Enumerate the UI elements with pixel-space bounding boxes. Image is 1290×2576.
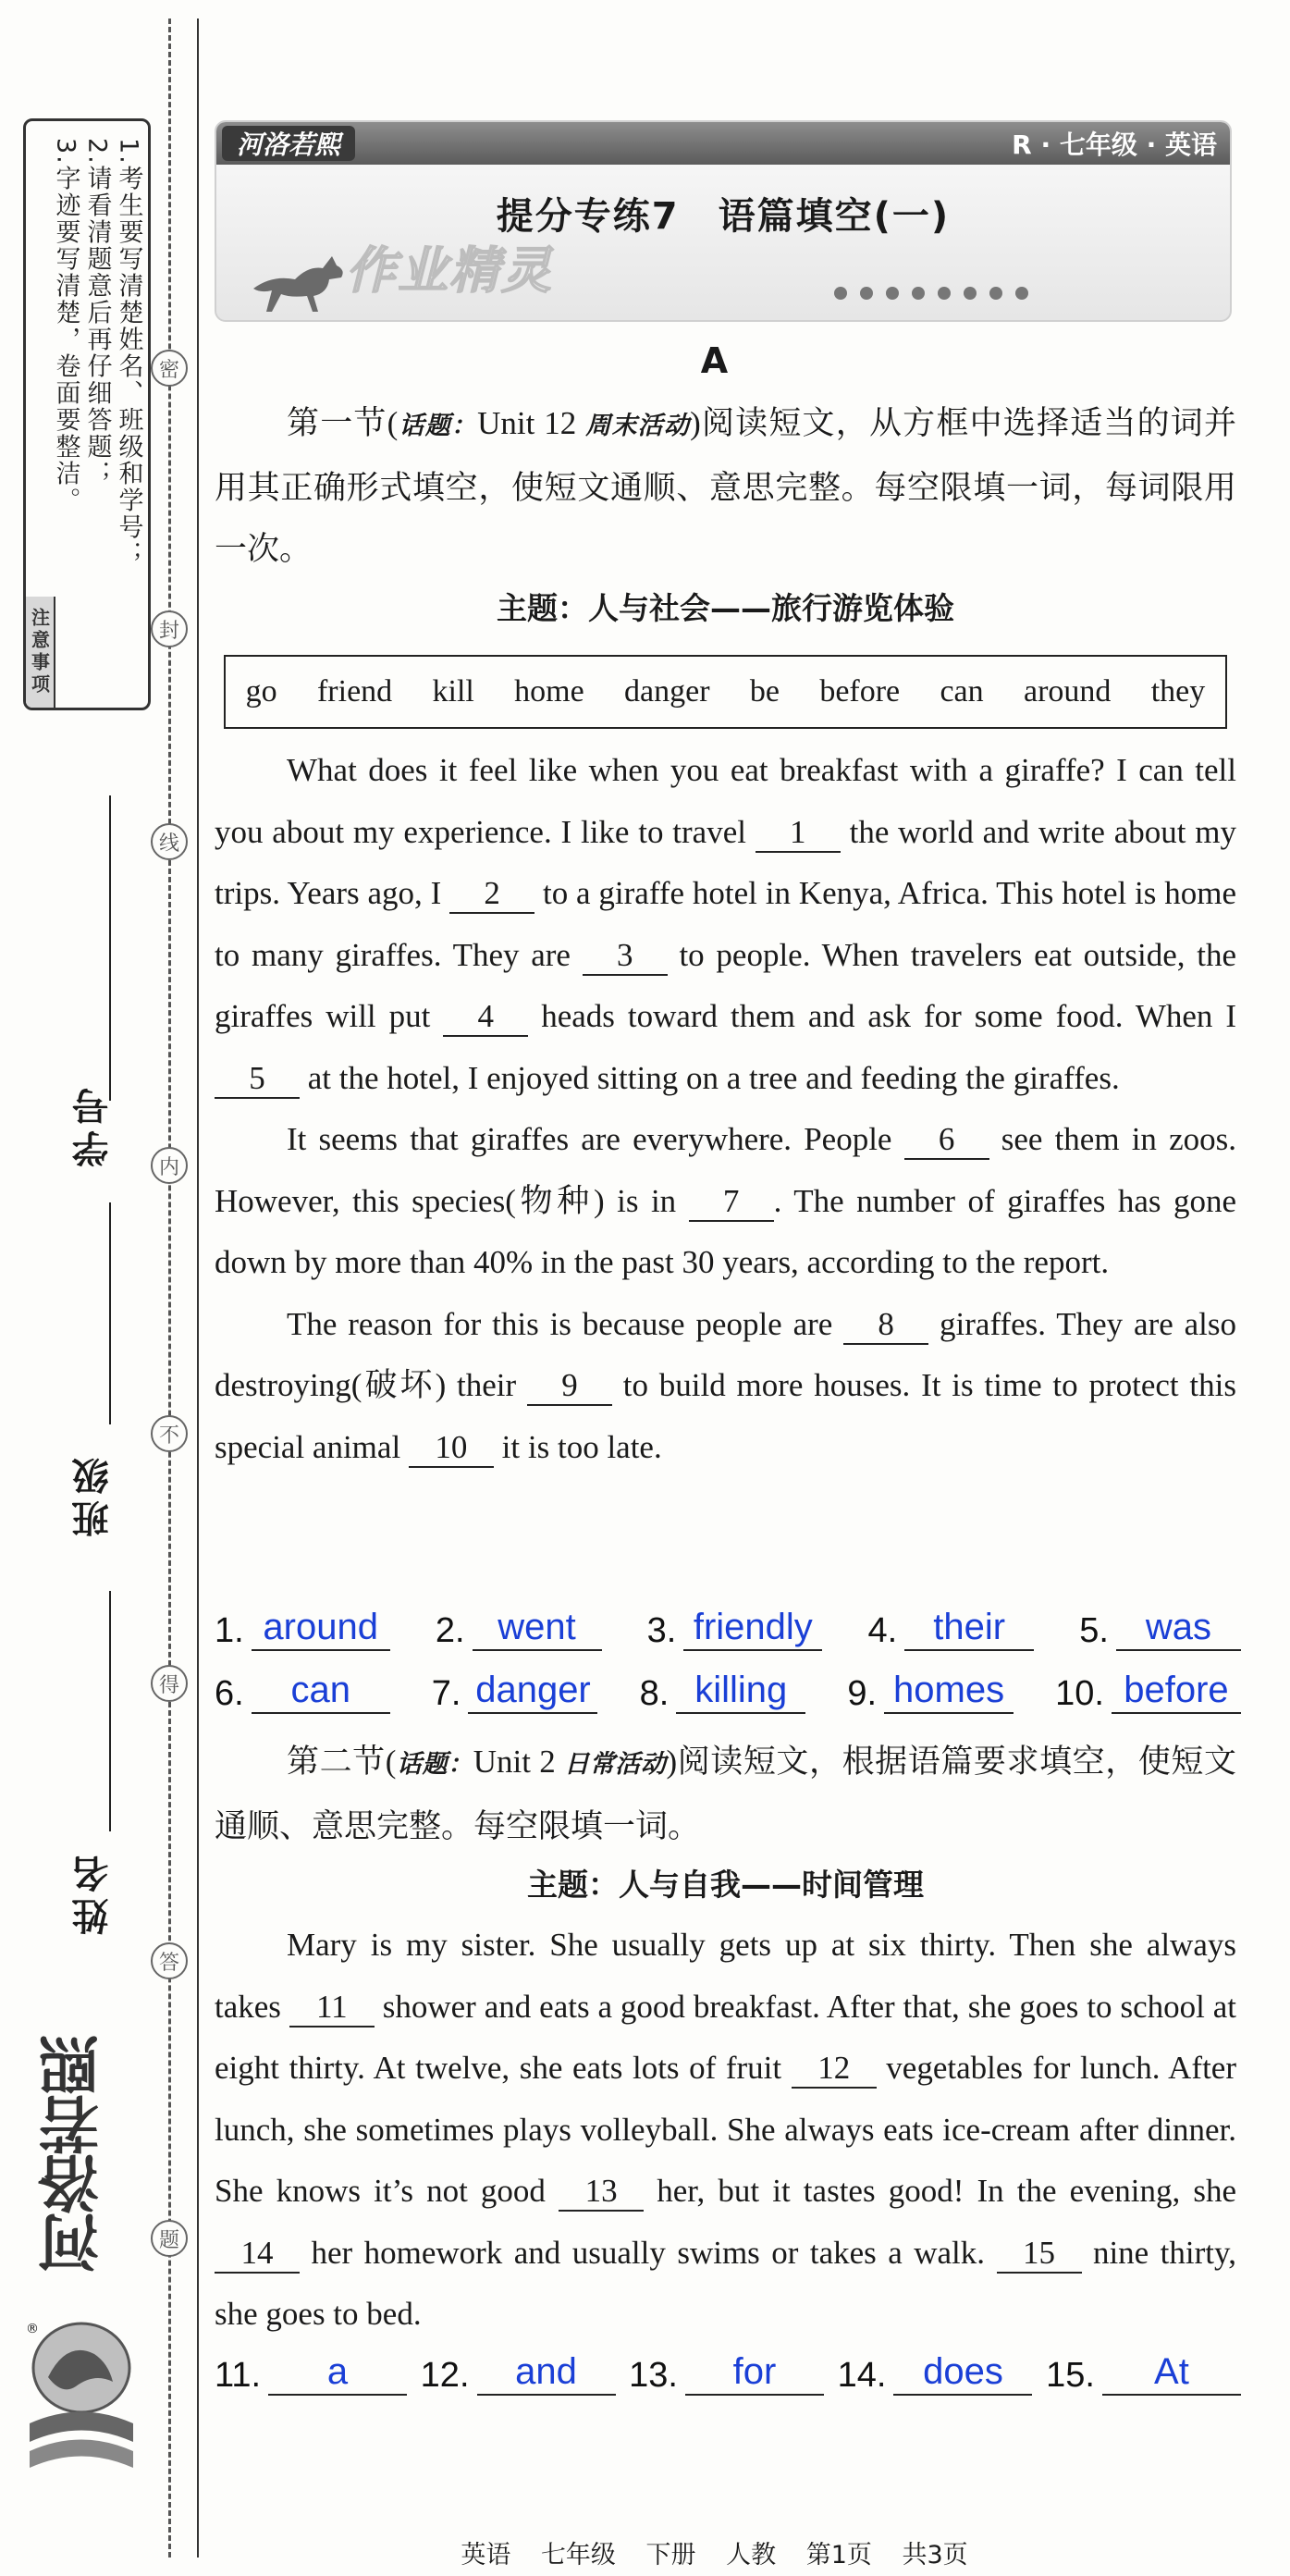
blank-5: 5 xyxy=(215,1060,300,1099)
seal-char: 不 xyxy=(151,1415,188,1452)
blank-4: 4 xyxy=(443,998,528,1037)
passage1-paragraph-1: What does it feel like when you eat breakfast with a giraffe? I can tell you about my experience. I like to travel 1 the world and write about my trips. Years ago, I 2 to a giraffe hotel in Kenya, Africa. This hotel is home to many giraffes. They are 3 to people. When travelers eat outside, the giraffes will put 4 heads toward them and ask for some food. When I 5 at the hotel, I enjoyed sitting on a tree and feeding the giraffes. xyxy=(215,740,1236,1109)
footer-volume: 下册 xyxy=(645,2541,696,2570)
passage-2 xyxy=(215,1915,1236,2346)
answer-field[interactable]: their xyxy=(904,1605,1034,1651)
answer-field[interactable]: before xyxy=(1112,1668,1241,1714)
answer-row-3 xyxy=(215,2349,1241,2396)
answer-field[interactable]: can xyxy=(252,1668,390,1714)
word-option: be xyxy=(749,674,780,709)
answer-item: 5. was xyxy=(1079,1605,1241,1651)
blank-13: 13 xyxy=(559,2173,644,2212)
decorative-dots xyxy=(834,287,1028,300)
cut-line xyxy=(168,18,171,2558)
blank-15: 15 xyxy=(997,2235,1082,2274)
answer-item: 15. At xyxy=(1046,2349,1241,2396)
part1-theme: 主题：人与社会——旅行游览体验 xyxy=(497,590,954,626)
answer-field[interactable]: went xyxy=(473,1605,602,1651)
word-option: kill xyxy=(432,674,474,709)
answer-field[interactable]: for xyxy=(685,2349,824,2396)
answer-item: 8. killing xyxy=(640,1668,806,1714)
answer-item: 10. before xyxy=(1055,1668,1241,1714)
class-label: 班级 xyxy=(72,1452,115,1537)
part2-instruction: 第二节(话题：Unit 2 日常活动)阅读短文，根据语篇要求填空，使短文通顺、意思完整。每空限填一词。 xyxy=(215,1744,1236,1844)
blank-10: 10 xyxy=(409,1429,494,1468)
section-letter: A xyxy=(700,340,729,381)
answer-item: 11. a xyxy=(215,2349,407,2396)
passage2-paragraph: Mary is my sister. She usually gets up at six thirty. Then she always takes 11 shower and eats a good breakfast. After that, she goes to school at eight thirty. At twelve, she eats lots of fruit 12 vegetables for lunch. After lunch, she sometimes plays volleyball. She always eats ice-cream after dinner. She knows it’s not good 13 her, but it tastes good! In the evening, she 14 her homework and usually swims or takes a walk. 15 nine thirty, she goes to bed. xyxy=(215,1927,1236,2332)
seal-char: 线 xyxy=(151,823,188,860)
page-header xyxy=(215,120,1232,322)
blank-3: 3 xyxy=(583,937,668,976)
footer-subject: 英语 xyxy=(461,2541,511,2570)
page-footer xyxy=(0,2534,1290,2570)
footer-page: 第1页 xyxy=(805,2541,872,2570)
seal-char: 密 xyxy=(151,350,188,387)
answer-field[interactable]: was xyxy=(1116,1605,1241,1651)
word-option: around xyxy=(1023,674,1112,709)
answer-field[interactable]: At xyxy=(1102,2349,1241,2396)
blank-7: 7 xyxy=(689,1183,774,1222)
answer-field[interactable]: friendly xyxy=(683,1605,822,1651)
seal-char: 封 xyxy=(151,610,188,647)
seal-char: 题 xyxy=(151,2220,188,2257)
class-line xyxy=(109,1202,111,1424)
blank-12: 12 xyxy=(792,2050,877,2089)
blank-11: 11 xyxy=(289,1989,375,2028)
word-option: friend xyxy=(316,674,393,709)
answer-field[interactable]: a xyxy=(268,2349,407,2396)
seal-char: 内 xyxy=(151,1147,188,1184)
answer-item: 1. around xyxy=(215,1605,390,1651)
notice-title: 注意事项 xyxy=(26,597,55,708)
blank-1: 1 xyxy=(756,814,841,853)
blank-9: 9 xyxy=(527,1367,612,1406)
header-bar xyxy=(216,122,1230,165)
seal-char: 得 xyxy=(151,1665,188,1702)
student-id-line xyxy=(109,795,111,1101)
answer-field[interactable]: does xyxy=(893,2349,1032,2396)
notice-line-3: 3.字迹要写清楚，卷面要整洁。 xyxy=(51,138,80,514)
brand-emblem-icon xyxy=(20,2312,142,2497)
word-option: before xyxy=(819,674,901,709)
blank-2: 2 xyxy=(449,875,534,914)
margin-rule xyxy=(197,18,199,2558)
answer-row-1 xyxy=(215,1605,1241,1651)
answer-item: 12. and xyxy=(421,2349,616,2396)
name-line xyxy=(109,1591,111,1831)
brand-logo-text: 河洛若熙 xyxy=(38,2037,110,2274)
word-box xyxy=(224,655,1227,729)
footer-grade: 七年级 xyxy=(540,2541,616,2570)
answer-item: 7. danger xyxy=(432,1668,598,1714)
grade-label: R · 七年级 · 英语 xyxy=(1012,129,1217,160)
answer-field[interactable]: danger xyxy=(468,1668,597,1714)
registered-mark: ® xyxy=(26,2322,39,2336)
blank-8: 8 xyxy=(843,1306,928,1345)
answer-field[interactable]: killing xyxy=(676,1668,805,1714)
student-id-label: 学号 xyxy=(72,1082,115,1167)
passage1-paragraph-3: The reason for this is because people are 8 giraffes. They are also destroying(破坏) their 9 to build more houses. It is time to protect this special animal 10 it is too late. xyxy=(215,1294,1236,1479)
answer-item: 13. for xyxy=(629,2349,824,2396)
word-option: they xyxy=(1150,674,1206,709)
answer-item: 9. homes xyxy=(847,1668,1014,1714)
answer-item: 3. friendly xyxy=(647,1605,823,1651)
footer-total: 共3页 xyxy=(902,2541,968,2570)
part1-instruction: 第一节(话题：Unit 12 周末活动)阅读短文，从方框中选择适当的词并用其正确形式填空，使短文通顺、意思完整。每空限填一词，每词限用一次。 xyxy=(215,405,1237,567)
passage1-paragraph-2: It seems that giraffes are everywhere. People 6 see them in zoos. However, this species(物种) is in 7 . The number of giraffes has gone down by more than 40% in the past 30 years, according to the report. xyxy=(215,1121,1236,1280)
notice-line-1: 1.考生要写清楚姓名、班级和学号； xyxy=(114,138,143,568)
answer-item: 6. can xyxy=(215,1668,390,1714)
watermark: 作业精灵 xyxy=(346,241,553,300)
answer-row-2 xyxy=(215,1668,1241,1714)
word-option: danger xyxy=(624,674,710,709)
part2-theme: 主题：人与自我——时间管理 xyxy=(527,1867,924,1903)
blank-6: 6 xyxy=(904,1121,989,1160)
word-option: can xyxy=(940,674,984,709)
footer-edition: 人教 xyxy=(726,2541,777,2570)
word-option: home xyxy=(514,674,584,709)
notice-box xyxy=(23,118,151,710)
answer-field[interactable]: homes xyxy=(884,1668,1014,1714)
answer-field[interactable]: around xyxy=(252,1605,390,1651)
seal-char: 答 xyxy=(151,1942,188,1979)
answer-item: 2. went xyxy=(436,1605,602,1651)
blank-14: 14 xyxy=(215,2235,300,2274)
name-label: 姓名 xyxy=(72,1850,115,1935)
page-title: 提分专练7 语篇填空(一) xyxy=(496,195,951,238)
answer-item: 4. their xyxy=(867,1605,1034,1651)
answer-field[interactable]: and xyxy=(477,2349,616,2396)
brand-badge: 河洛若熙 xyxy=(222,126,355,161)
answer-item: 14. does xyxy=(838,2349,1033,2396)
passage-1 xyxy=(215,740,1236,1478)
notice-line-2: 2.请看清题意后再仔细答题； xyxy=(82,138,112,487)
word-option: go xyxy=(245,674,277,709)
